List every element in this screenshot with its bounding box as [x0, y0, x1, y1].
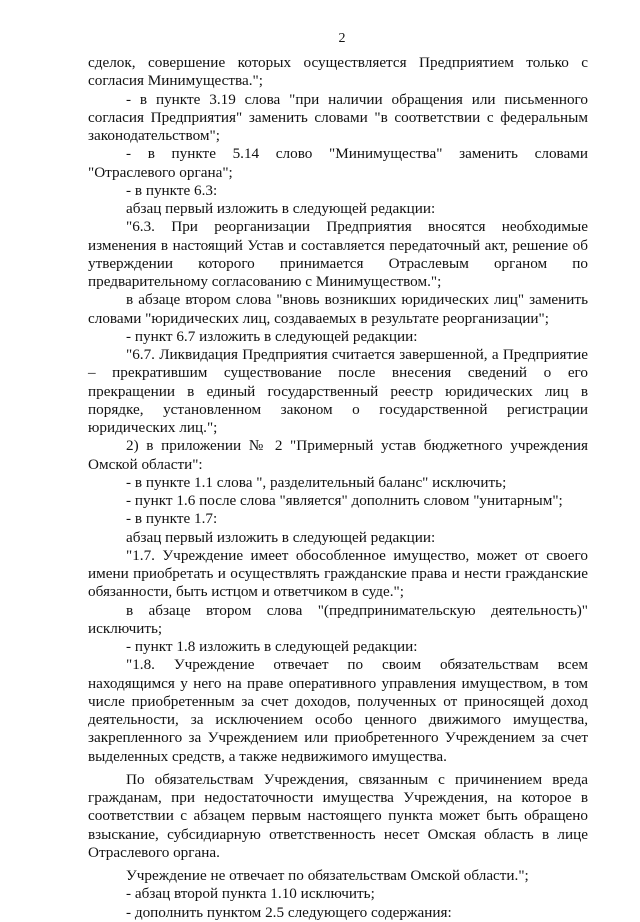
document-paragraph: "1.7. Учреждение имеет обособленное имущество, может от своего имени приобретать и осуществлять гражданские права и нести гражданские обязанности, быть истцом и ответчиком в суде."; — [88, 546, 588, 601]
document-paragraph: абзац первый изложить в следующей редакции: — [126, 200, 436, 217]
document-paragraph: "6.3. При реорганизации Предприятия вносятся необходимые изменения в настоящий Устав и составляется передаточный акт, решение об утверждении которого принимается Отраслевым органом по предварительному согласованию с Минимуществом."; — [88, 218, 588, 290]
document-paragraph: - пункт 1.8 изложить в следующей редакции: — [126, 638, 418, 655]
document-paragraph: - в пункте 3.19 слова "при наличии обращения или письменного согласия Предприятия" заменить словами "в соответствии с федеральным законодательством"; — [88, 90, 588, 144]
document-paragraph: - абзац второй пункта 1.10 исключить; — [126, 885, 375, 903]
document-paragraph: абзац первый изложить в следующей редакции: — [126, 528, 436, 546]
page-number: 2 — [338, 31, 346, 46]
document-paragraph: Учреждение не отвечает по обязательствам Омской области."; — [126, 867, 529, 884]
document-paragraph: "6.7. Ликвидация Предприятия считается завершенной, а Предприятие – прекратившим существование после внесения сведений о его прекращении в единый государственный реестр юридических лиц в порядке, установленном законом о государственной регистрации юридических лиц."; — [88, 346, 588, 436]
document-body — [88, 54, 588, 922]
document-paragraph: "1.8. Учреждение отвечает по своим обязательствам всем находящимся у него на праве оперативного управления имуществом, в том числе приобретенным за счет доходов, полученных от приносящей доход деятельности, за исключением особо ценного движимого имущества, закрепленного за Учреждением или приобретенного Учреждением за счет выделенных средств, а также недвижимого имущества. — [88, 656, 588, 765]
document-paragraph: 2) в приложении № 2 "Примерный устав бюджетного учреждения Омской области": — [88, 437, 588, 473]
document-paragraph: сделок, совершение которых осуществляется Предприятием только с согласия Минимущества."; — [88, 54, 588, 90]
document-paragraph: - в пункте 1.1 слова ", разделительный баланс" исключить; — [126, 473, 507, 491]
document-paragraph: в абзаце втором слова "вновь возникших юридических лиц" заменить словами "юридических лиц, создаваемых в результате реорганизации"; — [88, 291, 588, 327]
document-paragraph: - в пункте 5.14 слово "Минимущества" заменить словами "Отраслевого органа"; — [88, 145, 588, 181]
document-paragraph: - пункт 1.6 после слова "является" дополнить словом "унитарным"; — [126, 492, 563, 509]
document-paragraph: - в пункте 1.7: — [126, 510, 218, 528]
document-paragraph: - дополнить пунктом 2.5 следующего содержания: — [126, 903, 452, 921]
document-paragraph: - в пункте 6.3: — [126, 181, 218, 199]
document-paragraph: - пункт 6.7 изложить в следующей редакции: — [126, 327, 418, 345]
document-paragraph: По обязательствам Учреждения, связанным с причинением вреда гражданам, при недостаточности имущества Учреждения, на которое в соответствии с абзацем первым настоящего пункта может быть обращено взыскание, субсидиарную ответственность несет Омская область в лице Отраслевого органа. — [88, 770, 588, 861]
document-paragraph: в абзаце втором слова "(предпринимательскую деятельность)" исключить; — [88, 601, 588, 637]
